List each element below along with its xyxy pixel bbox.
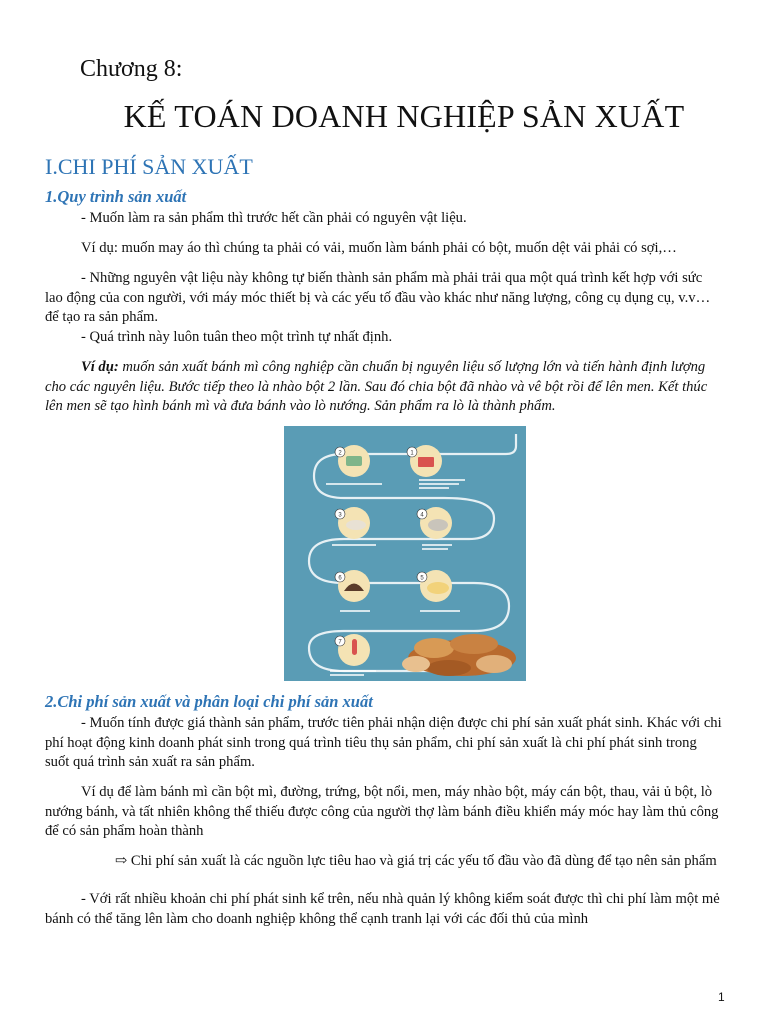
example-label: Ví dụ: [81, 359, 119, 375]
paragraph-1: - Muốn làm ra sản phẩm thì trước hết cần phải có nguyên vật liệu. [81, 210, 467, 226]
paragraph-7: Ví dụ để làm bánh mì cần bột mì, đường, trứng, bột nổi, men, máy nhào bột, máy cán bột, thau, vải ủ bột, lò nướng bánh, và tất nhiên không thể thiếu được công của người thợ làm bánh điều khiển máy móc hay làm thủ công để có sản phẩm hoàn thành [45, 784, 719, 839]
svg-text:7: 7 [338, 639, 342, 646]
page-number: 1 [718, 990, 725, 1004]
paragraph-4: - Quá trình này luôn tuân theo một trình tự nhất định. [81, 329, 393, 345]
svg-text:5: 5 [420, 575, 424, 582]
paragraph-2: Ví dụ: muốn may áo thì chúng ta phải có vải, muốn làm bánh phải có bột, muốn dệt vải phải có sợi,… [81, 240, 677, 256]
paragraph-5 [45, 358, 723, 417]
paragraph-3: - Những nguyên vật liệu này không tự biến thành sản phẩm mà phải trải qua một quá trình kết hợp với sức lao động của con người, với máy móc thiết bị và các yếu tố đầu vào khác như năng lượng, công cụ dụng cụ, v.v…để tạo ra sản phẩm. [45, 270, 711, 325]
subsection-heading-1: 1.Quy trình sản xuất [45, 187, 187, 206]
section-heading: I.CHI PHÍ SẢN XUẤT [45, 154, 253, 179]
page-title: KẾ TOÁN DOANH NGHIỆP SẢN XUẤT [123, 98, 685, 134]
example-text: muốn sản xuất bánh mì công nghiệp cần chuẩn bị nguyên liệu số lượng lớn và tiến hành định lượng cho các nguyên liệu. Bước tiếp theo là nhào bột 2 lần. Sau đó chia bột đã nhào và vê bột rồi để lên men. Kết thúc lên men sẽ tạo hình bánh mì và đưa bánh vào lò nướng. Sản phẩm ra lò là thành phẩm. [45, 359, 708, 414]
svg-text:1: 1 [410, 450, 414, 457]
chapter-heading: Chương 8: [80, 56, 183, 82]
svg-text:3: 3 [338, 512, 342, 519]
svg-text:2: 2 [338, 450, 342, 457]
subsection-heading-2: 2.Chi phí sản xuất và phân loại chi phí sản xuất [45, 692, 373, 711]
bread-process-infographic [284, 426, 526, 681]
paragraph-9: - Với rất nhiều khoản chi phí phát sinh kể trên, nếu nhà quản lý không kiểm soát được thì chi phí làm một mẻ bánh có thể tăng lên làm cho doanh nghiệp không thể cạnh tranh lại với các đối thủ của mình [45, 891, 720, 927]
paragraph-6: - Muốn tính được giá thành sản phẩm, trước tiên phải nhận diện được chi phí sản xuất phát sinh. Khác với chi phí hoạt động kinh doanh phát sinh trong quá trình tiêu thụ sản phẩm, chi phí sản xuất là chi phí phát sinh trong suốt quá trình sản xuất ra sản phẩm. [45, 715, 722, 770]
svg-text:4: 4 [420, 512, 424, 519]
infographic-illustration [284, 426, 526, 681]
svg-text:6: 6 [338, 575, 342, 582]
conclusion-paragraph: ⇨ Chi phí sản xuất là các nguồn lực tiêu hao và giá trị các yếu tố đầu vào đã dùng để tạo nên sản phẩm [115, 853, 717, 869]
